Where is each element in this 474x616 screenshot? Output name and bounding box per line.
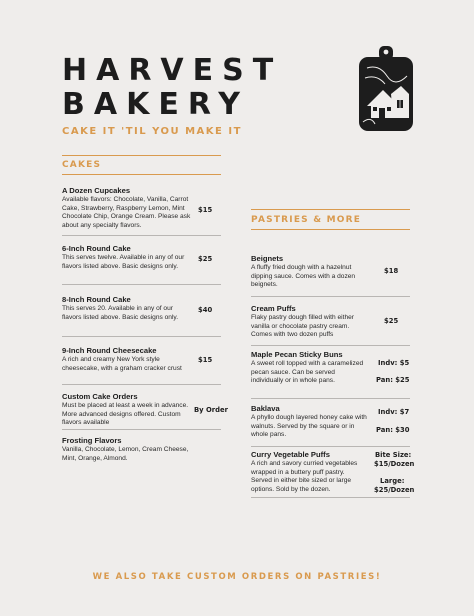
divider	[251, 345, 410, 346]
item-description: Must be placed at least a week in advance. More advanced designs offered. Custom flavors available	[62, 402, 189, 427]
item-name: Custom Cake Orders	[62, 392, 138, 401]
item-price-individual: Indv: $5	[378, 359, 410, 367]
cakes-top-rule	[62, 155, 221, 156]
item-price-large-label: Large:	[380, 477, 405, 485]
cakes-bottom-rule	[62, 174, 221, 175]
item-name: 8-Inch Round Cake	[62, 295, 131, 304]
item-description: A rich and savory curried vegetables wrapped in a buttery puff pastry. Served in either bite sized or large options. Sold by the dozen.	[251, 460, 358, 493]
pastries-heading: PASTRIES & MORE	[251, 215, 362, 225]
item-description: Vanilla, Chocolate, Lemon, Cream Cheese, Mint, Orange, Almond.	[62, 446, 189, 462]
item-price-bite-value: $15/Dozen	[374, 460, 415, 468]
menu-item	[251, 350, 367, 386]
item-price: By Order	[194, 406, 228, 414]
menu-item	[62, 436, 194, 463]
item-description: A sweet roll topped with a caramelized pecan sauce. Can be served individually or in whole pans.	[251, 360, 364, 385]
item-price-individual: Indv: $7	[378, 408, 410, 416]
item-price: $25	[384, 317, 399, 325]
divider	[62, 284, 221, 285]
item-description: This serves twelve. Available in any of our flavors listed above. Basic designs only.	[62, 254, 185, 270]
item-name: Cream Puffs	[251, 304, 296, 313]
menu-item	[62, 346, 194, 373]
item-name: 9-Inch Round Cheesecake	[62, 346, 157, 355]
pastries-bottom-rule	[251, 229, 410, 230]
item-price-pan: Pan: $30	[376, 426, 410, 434]
divider	[251, 296, 410, 297]
item-price: $15	[198, 206, 213, 214]
menu-item	[62, 186, 194, 230]
item-price: $15	[198, 356, 213, 364]
divider	[62, 336, 221, 337]
cakes-heading: CAKES	[62, 160, 102, 170]
item-price: $18	[384, 267, 399, 275]
divider	[251, 446, 410, 447]
menu-item	[62, 244, 194, 271]
menu-item	[251, 404, 367, 440]
item-name: Curry Vegetable Puffs	[251, 450, 330, 459]
menu-item	[251, 450, 367, 494]
item-description: Available flavors: Chocolate, Vanilla, Carrot Cake, Strawberry, Raspberry Lemon, Mint Chocolate Chip, Orange Cream. Please ask about any specialty flavors.	[62, 196, 191, 229]
item-price: $40	[198, 306, 213, 314]
item-name: Baklava	[251, 404, 280, 413]
item-name: 6-Inch Round Cake	[62, 244, 131, 253]
divider	[62, 384, 221, 385]
item-description: This serves 20. Available in any of our flavors listed above. Basic designs only.	[62, 305, 179, 321]
title-line-2: BAKERY	[62, 87, 250, 122]
bakery-board-house-icon	[357, 46, 415, 132]
divider	[251, 497, 410, 498]
pastries-top-rule	[251, 209, 410, 210]
item-price-large-value: $25/Dozen	[374, 486, 415, 494]
tagline: CAKE IT 'TIL YOU MAKE IT	[62, 126, 242, 137]
item-description: A rich and creamy New York style cheesecake, with a graham cracker crust	[62, 356, 182, 372]
menu-item	[251, 254, 363, 290]
item-name: Maple Pecan Sticky Buns	[251, 350, 343, 359]
item-description: A phyllo dough layered honey cake with walnuts. Served by the square or in whole pans.	[251, 414, 367, 439]
divider	[251, 398, 410, 399]
item-description: A fluffy fried dough with a hazelnut dipping sauce. Comes with a dozen beignets.	[251, 264, 356, 289]
item-name: A Dozen Cupcakes	[62, 186, 131, 195]
divider	[62, 429, 221, 430]
item-price: $25	[198, 255, 213, 263]
menu-item	[251, 304, 363, 340]
item-price-bite-label: Bite Size:	[375, 451, 412, 459]
menu-item	[62, 295, 194, 322]
item-name: Frosting Flavors	[62, 436, 122, 445]
title-line-1: HARVEST	[62, 53, 283, 88]
item-price-pan: Pan: $25	[376, 376, 410, 384]
divider	[62, 235, 221, 236]
bakery-title	[62, 54, 282, 122]
item-description: Flaky pastry dough filled with either vanilla or chocolate pastry cream. Comes with two dozen puffs	[251, 314, 354, 339]
menu-item	[62, 392, 192, 428]
item-name: Beignets	[251, 254, 284, 263]
footer-note: WE ALSO TAKE CUSTOM ORDERS ON PASTRIES!	[92, 572, 382, 582]
